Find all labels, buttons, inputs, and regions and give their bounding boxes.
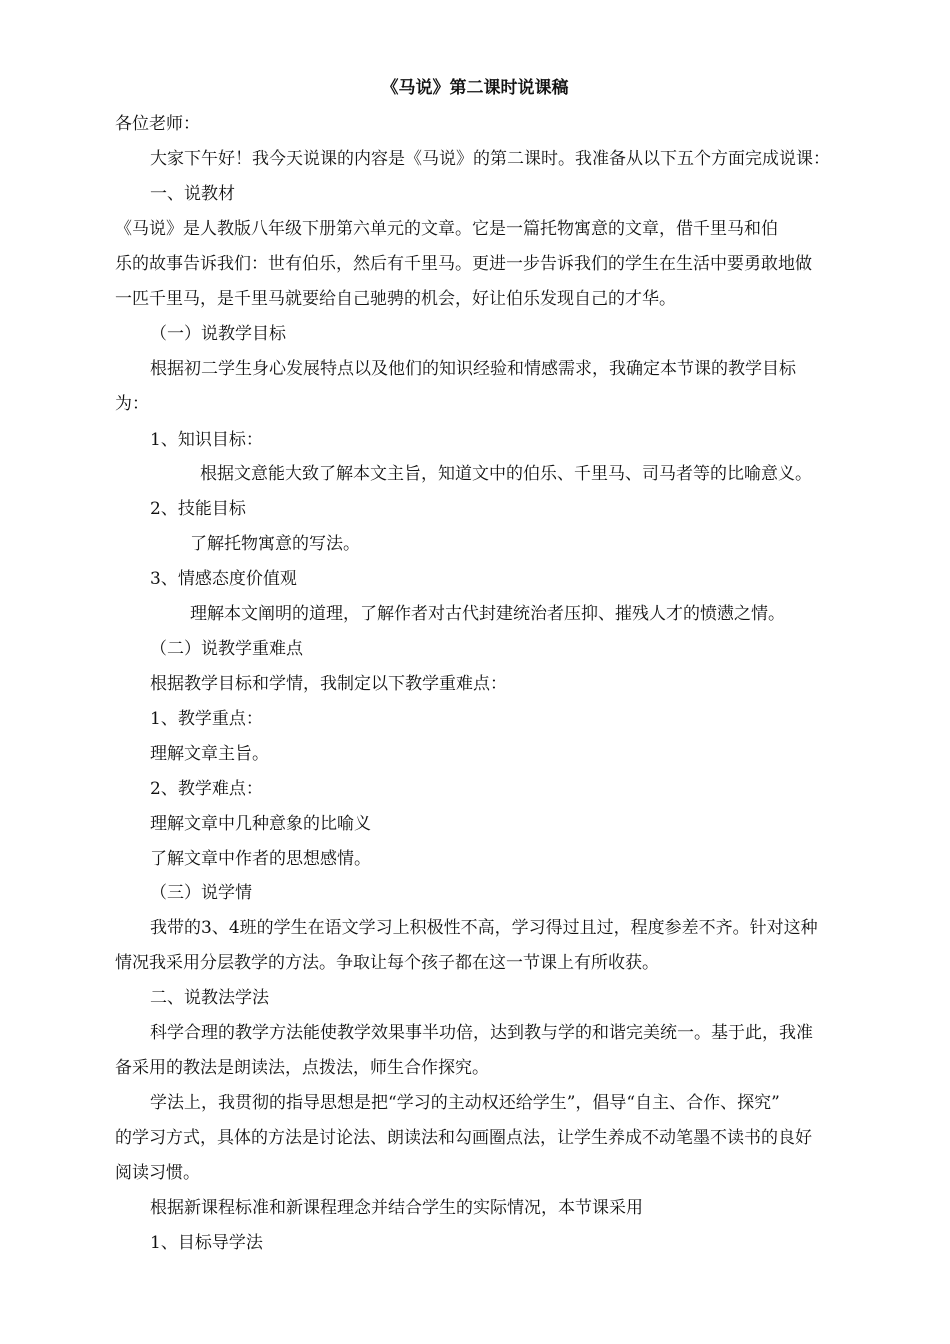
section-heading: 一、说教材 <box>150 184 235 204</box>
paragraph-line: 了解托物寓意的写法。 <box>190 534 360 554</box>
list-item: 1、教学重点： <box>150 709 263 729</box>
paragraph-line: 备采用的教法是朗读法，点拨法，师生合作探究。 <box>115 1058 489 1078</box>
paragraph-line: 理解文章中几种意象的比喻义 <box>150 814 371 834</box>
list-item: 2、技能目标 <box>150 499 246 519</box>
paragraph-line: 了解文章中作者的思想感情。 <box>150 849 371 869</box>
list-item: 2、教学难点： <box>150 779 263 799</box>
paragraph-line: 学法上，我贯彻的指导思想是把“学习的主动权还给学生”，倡导“自主、合作、探究” <box>150 1093 780 1113</box>
paragraph-line: 科学合理的教学方法能使教学效果事半功倍，达到教与学的和谐完美统一。基于此，我准 <box>150 1023 813 1043</box>
paragraph-line: 乐的故事告诉我们：世有伯乐，然后有千里马。更进一步告诉我们的学生在生活中要勇敢地做 <box>115 254 812 274</box>
paragraph-line: 阅读习惯。 <box>115 1163 200 1183</box>
paragraph-line: 大家下午好！我今天说课的内容是《马说》的第二课时。我准备从以下五个方面完成说课： <box>150 149 830 169</box>
paragraph-line: 情况我采用分层教学的方法。争取让每个孩子都在这一节课上有所收获。 <box>115 953 659 973</box>
subsection-heading: （三）说学情 <box>150 883 252 903</box>
list-item: 3、情感态度价值观 <box>150 569 297 589</box>
subsection-heading: （一）说教学目标 <box>150 324 286 344</box>
paragraph-line: 理解文章主旨。 <box>150 744 269 764</box>
paragraph-line: 根据初二学生身心发展特点以及他们的知识经验和情感需求，我确定本节课的教学目标 <box>150 359 796 379</box>
paragraph-line: 为： <box>115 394 149 414</box>
subsection-heading: （二）说教学重难点 <box>150 639 303 659</box>
section-heading: 二、说教法学法 <box>150 988 269 1008</box>
salutation: 各位老师： <box>115 114 200 134</box>
paragraph-line: 的学习方式，具体的方法是讨论法、朗读法和勾画圈点法，让学生养成不动笔墨不读书的良好 <box>115 1128 812 1148</box>
paragraph-line: 我带的3、4班的学生在语文学习上积极性不高，学习得过且过，程度参差不齐。针对这种 <box>150 918 818 938</box>
document-title: 《马说》第二课时说课稿 <box>381 78 569 98</box>
paragraph-line: 《马说》是人教版八年级下册第六单元的文章。它是一篇托物寓意的文章，借千里马和伯 <box>115 219 778 239</box>
paragraph-line: 理解本文阐明的道理，了解作者对古代封建统治者压抑、摧残人才的愤懑之情。 <box>190 604 785 624</box>
list-item: 1、目标导学法 <box>150 1233 263 1253</box>
paragraph-line: 一匹千里马，是千里马就要给自己驰骋的机会，好让伯乐发现自己的才华。 <box>115 289 676 309</box>
paragraph-line: 根据教学目标和学情，我制定以下教学重难点： <box>150 674 507 694</box>
list-item: 1、知识目标： <box>150 430 263 450</box>
paragraph-line: 根据文意能大致了解本文主旨，知道文中的伯乐、千里马、司马者等的比喻意义。 <box>200 464 812 484</box>
paragraph-line: 根据新课程标准和新课程理念并结合学生的实际情况，本节课采用 <box>150 1198 643 1218</box>
